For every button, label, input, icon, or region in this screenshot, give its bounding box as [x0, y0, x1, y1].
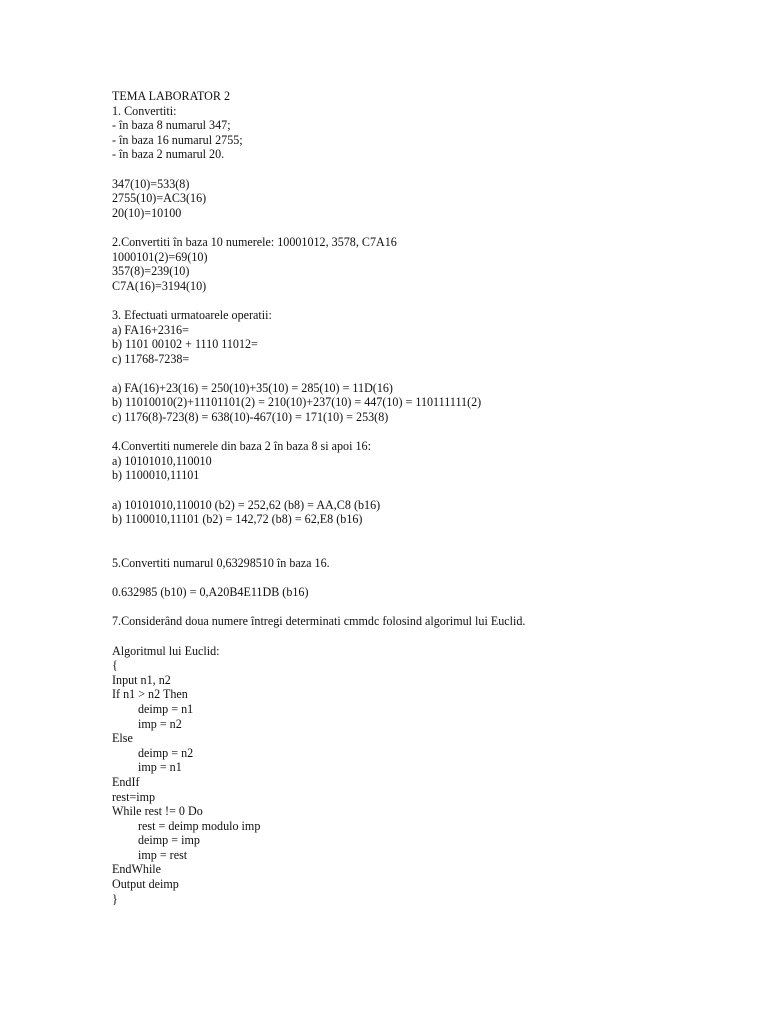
algorithm-while: While rest != 0 Do [112, 804, 203, 819]
task-5-answer: 0.632985 (b10) = 0,A20B4E11DB (b16) [112, 585, 309, 600]
task-1-heading: 1. Convertiti: [112, 103, 177, 118]
spacer [112, 629, 732, 644]
algorithm-output: Output deimp [112, 877, 179, 892]
task-1-answer-b: 2755(10)=AC3(16) [112, 191, 207, 206]
document-page [112, 89, 732, 906]
task-3-answer-c: c) 1176(8)-723(8) = 638(10)-467(10) = 171(10) = 253(8) [112, 410, 389, 425]
task-1-item-c: - în baza 2 numarul 20. [112, 147, 225, 162]
task-3-item-b: b) 1101 00102 + 1110 11012= [112, 337, 258, 352]
task-1-answer-c: 20(10)=10100 [112, 205, 182, 220]
spacer [112, 293, 732, 308]
spacer [112, 527, 732, 556]
task-2-heading: 2.Convertiti în baza 10 numerele: 10001012, 3578, C7A16 [112, 234, 397, 249]
algorithm-else-imp: imp = n1 [138, 760, 182, 775]
task-3-item-a: a) FA16+2316= [112, 322, 189, 337]
task-4-answer-a: a) 10101010,110010 (b2) = 252,62 (b8) = AA,C8 (b16) [112, 497, 381, 512]
task-3-item-c: c) 11768-7238= [112, 351, 190, 366]
algorithm-loop-imp: imp = rest [138, 847, 188, 862]
task-3-answer-b: b) 11010010(2)+11101101(2) = 210(10)+237(10) = 447(10) = 110111111(2) [112, 395, 482, 410]
task-2-answer-a: 1000101(2)=69(10) [112, 249, 208, 264]
task-7-heading: 7.Considerând doua numere întregi determinati cmmdc folosind algorimul lui Euclid. [112, 614, 526, 629]
spacer [112, 483, 732, 498]
algorithm-close-brace: } [112, 891, 118, 906]
task-3-answer-a: a) FA(16)+23(16) = 250(10)+35(10) = 285(10) = 11D(16) [112, 380, 393, 395]
task-1-item-b: - în baza 16 numarul 2755; [112, 132, 243, 147]
task-4-answer-b: b) 1100010,11101 (b2) = 142,72 (b8) = 62,E8 (b16) [112, 512, 363, 527]
algorithm-then-deimp: deimp = n1 [138, 701, 194, 716]
task-4-item-b: b) 1100010,11101 [112, 468, 200, 483]
algorithm-heading: Algoritmul lui Euclid: [112, 643, 220, 658]
spacer [112, 425, 732, 440]
task-2-answer-b: 357(8)=239(10) [112, 264, 190, 279]
algorithm-endwhile: EndWhile [112, 862, 162, 877]
algorithm-open-brace: { [112, 658, 118, 673]
algorithm-endif: EndIf [112, 774, 140, 789]
algorithm-else-deimp: deimp = n2 [138, 745, 194, 760]
task-3-heading: 3. Efectuati urmatoarele operatii: [112, 307, 272, 322]
task-4-heading: 4.Convertiti numerele din baza 2 în baza 8 si apoi 16: [112, 439, 371, 454]
spacer [112, 571, 732, 586]
document-title: TEMA LABORATOR 2 [112, 89, 231, 103]
spacer [112, 220, 732, 235]
task-1-answer-a: 347(10)=533(8) [112, 176, 190, 191]
algorithm-loop-deimp: deimp = imp [138, 833, 200, 848]
algorithm-else: Else [112, 731, 133, 746]
task-1-item-a: - în baza 8 numarul 347; [112, 118, 231, 133]
task-4-item-a: a) 10101010,110010 [112, 453, 212, 468]
algorithm-if: If n1 > n2 Then [112, 687, 188, 702]
spacer [112, 162, 732, 177]
spacer [112, 366, 732, 381]
task-5-heading: 5.Convertiti numarul 0,63298510 în baza 16. [112, 556, 330, 570]
algorithm-then-imp: imp = n2 [138, 716, 182, 731]
algorithm-rest-init: rest=imp [112, 789, 156, 804]
task-2-answer-c: C7A(16)=3194(10) [112, 278, 207, 293]
spacer [112, 600, 732, 615]
algorithm-input: Input n1, n2 [112, 672, 171, 687]
algorithm-loop-rest: rest = deimp modulo imp [138, 818, 261, 833]
